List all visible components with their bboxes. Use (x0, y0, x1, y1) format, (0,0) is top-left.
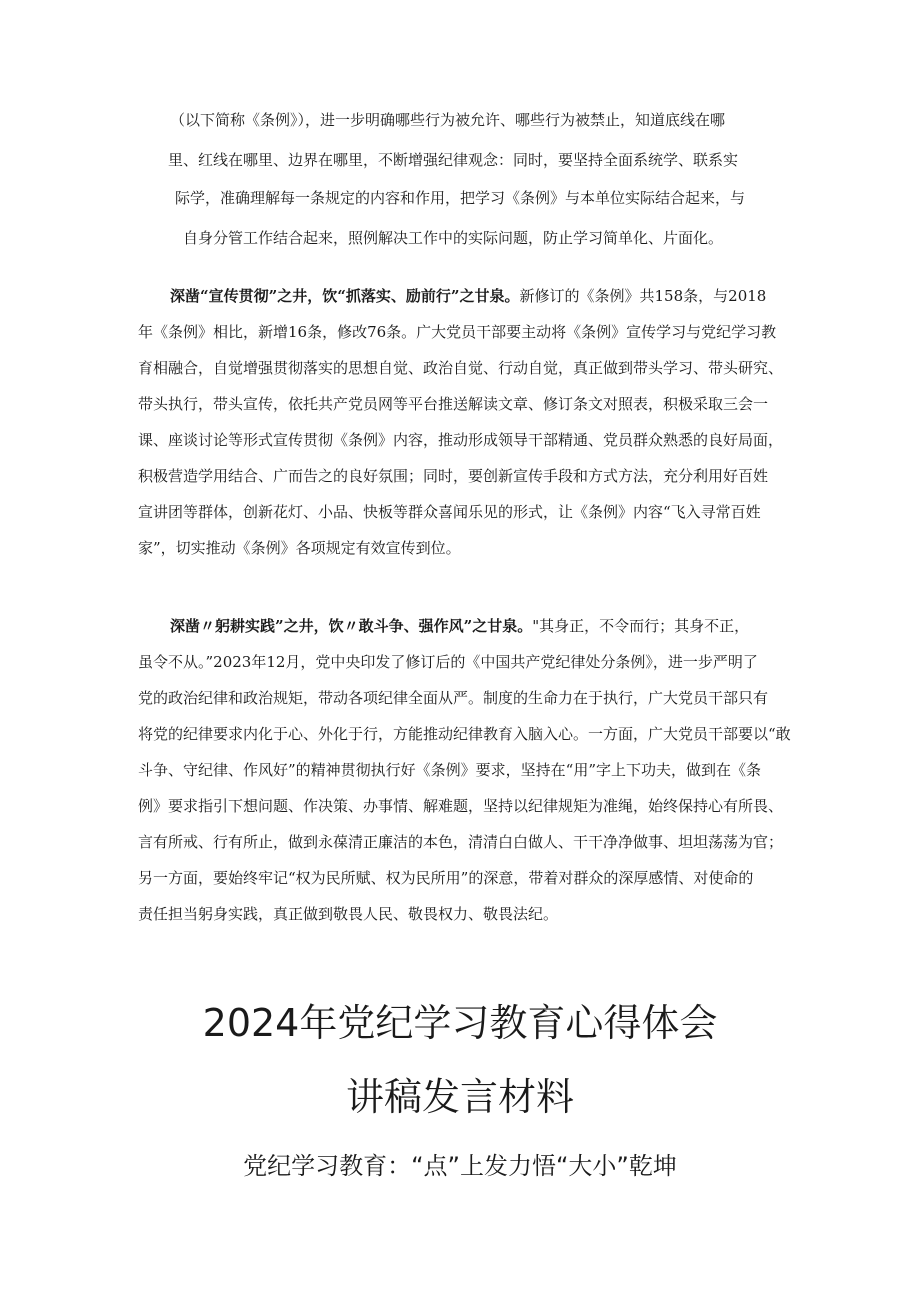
section-heading: 深凿“宣传贯彻”之井，饮“抓落实、励前行”之甘泉。 (170, 287, 520, 305)
text-line: 家”，切实推动《条例》各项规定有效宣传到位。 (138, 539, 461, 557)
text-line: 里、红线在哪里、边界在哪里，不断增强纪律观念：同时，要坚持全面系统学、联系实 (168, 151, 739, 169)
text-line: 将党的纪律要求内化于心、外化于行，方能推动纪律教育入脑入心。一方面，广大党员干部要以“敢 (138, 725, 791, 743)
document-subtitle: 党纪学习教育：“点”上发力悟“大小”乾坤 (243, 1152, 677, 1180)
text-line: （以下简称《条例》），进一步明确哪些行为被允许、哪些行为被禁止，知道底线在哪 (170, 111, 726, 129)
text-line: 例》要求指引下想问题、作决策、办事情、解难题，坚持以纪律规矩为准绳，始终保持心有所畏、 (138, 797, 784, 815)
text-line: 另一方面，要始终牢记“权为民所赋、权为民所用”的深意，带着对群众的深厚感情、对使命的 (138, 869, 754, 887)
text-line: 斗争、守纪律、作风好”的精神贯彻执行好《条例》要求，坚持在“用”字上下功夫，做到在《条 (138, 761, 762, 779)
text-line: 党的政治纪律和政治规矩，带动各项纪律全面从严。制度的生命力在于执行，广大党员干部只有 (138, 689, 769, 707)
document-title: 2024年党纪学习教育心得体会 (202, 1001, 718, 1045)
text-line: 宣讲团等群体，创新花灯、小品、快板等群众喜闻乐见的形式，让《条例》内容“飞入寻常百姓 (138, 503, 761, 521)
section-heading: 深凿〃躬耕实践”之井，饮〃敢斗争、强作风”之甘泉。 (170, 617, 533, 635)
paragraph-first-line (170, 286, 766, 306)
text-run: "其身正，不令而行；其身不正， (532, 617, 750, 635)
text-line: 际学，准确理解每一条规定的内容和作用，把学习《条例》与本单位实际结合起来，与 (175, 189, 746, 207)
document-title-line2: 讲稿发言材料 (345, 1075, 574, 1119)
text-run: 新修订的《条例》共158条，与2018 (519, 287, 767, 305)
text-line: 年《条例》相比，新增16条，修改76条。广大党员干部要主动将《条例》宣传学习与党纪学习教 (138, 323, 777, 341)
text-line: 育相融合，自觉增强贯彻落实的思想自觉、政治自觉、行动自觉，真正做到带头学习、带头研究、 (138, 359, 784, 377)
paragraph-first-line (170, 616, 749, 636)
text-line: 虽令不从。”2023年12月，党中央印发了修订后的《中国共产党纪律处分条例》，进一步严明了 (138, 653, 758, 671)
text-line: 课、座谈讨论等形式宣传贯彻《条例》内容，推动形成领导干部精通、党员群众熟悉的良好局面， (138, 431, 784, 449)
text-line: 言有所戒、行有所止，做到永葆清正廉洁的本色，清清白白做人、干干净净做事、坦坦荡荡为官； (138, 833, 784, 851)
text-line: 责任担当躬身实践，真正做到敬畏人民、敬畏权力、敬畏法纪。 (138, 905, 559, 923)
text-line: 自身分管工作结合起来，照例解决工作中的实际问题，防止学习简单化、片面化。 (183, 229, 724, 247)
text-line: 带头执行，带头宣传，依托共产党员网等平台推送解读文章、修订条文对照表，积极采取三会一 (138, 395, 769, 413)
text-line: 积极营造学用结合、广而告之的良好氛围；同时，要创新宣传手段和方式方法，充分利用好百姓 (138, 467, 769, 485)
